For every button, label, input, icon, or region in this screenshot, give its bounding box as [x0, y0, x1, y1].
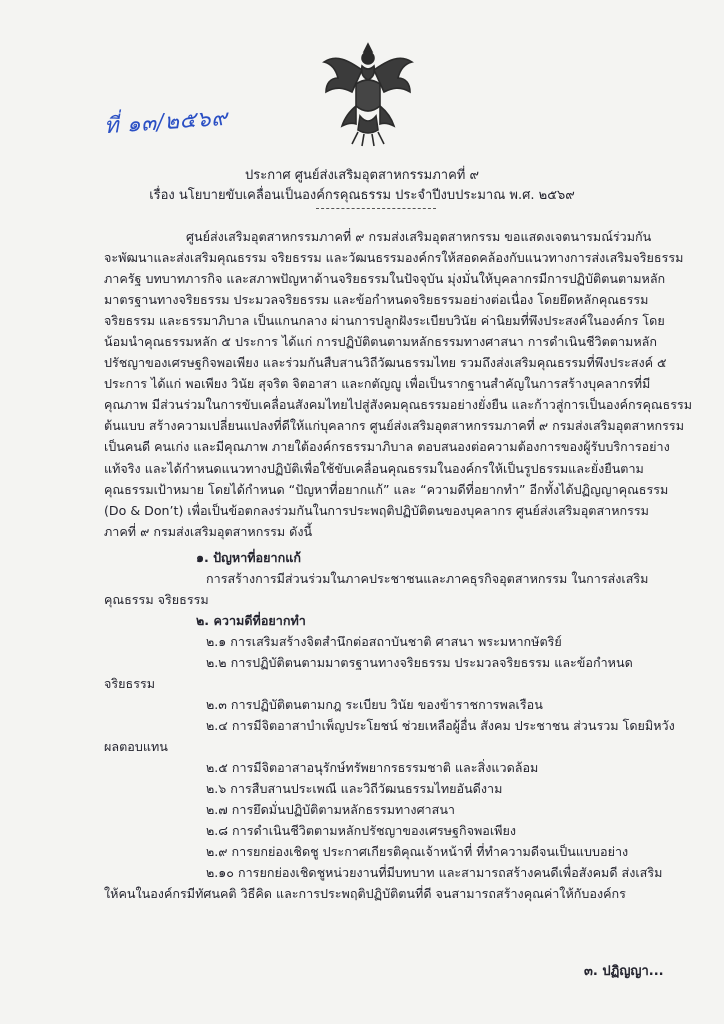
list-item-2-3: ๒.๓ การปฏิบัติตนตามกฎ ระเบียบ วินัย ของข้าราชการพลเรือน [206, 697, 543, 713]
paragraph-line: ปรัชญาของเศรษฐกิจพอเพียง และร่วมกันสืบสานวิถีวัฒนธรรมไทย รวมถึงส่งเสริมคุณธรรมที่พึงประสงค์ ๕ [104, 355, 667, 371]
section-2-heading: ๒. ความดีที่อยากทำ [196, 612, 306, 628]
list-item-2-7: ๒.๗ การยึดมั่นปฏิบัติตามหลักธรรมทางศาสนา [206, 802, 455, 818]
list-item-2-9: ๒.๙ การยกย่องเชิดชู ประกาศเกียรติคุณเจ้าหน้าที่ ที่ทำความดีจนเป็นแบบอย่าง [206, 844, 629, 860]
garuda-emblem-icon [318, 40, 418, 150]
paragraph-line: จะพัฒนาและส่งเสริมคุณธรรม จริยธรรม และวัฒนธรรมองค์กรให้สอดคล้องกับแนวทางการส่งเสริมจริยธรรม [104, 250, 684, 266]
list-item-2-10-continued: ให้คนในองค์กรมีทัศนคติ วิธีคิด และการประพฤติปฏิบัติตนที่ดี จนสามารถสร้างคุณค่าให้กับองค์กร [104, 886, 626, 902]
list-item-2-2-continued: จริยธรรม [104, 675, 156, 691]
list-item-2-6: ๒.๖ การสืบสานประเพณี และวิถีวัฒนธรรมไทยอันดีงาม [206, 781, 503, 797]
header-divider [316, 208, 436, 209]
paragraph-line: คุณภาพ มีส่วนร่วมในการขับเคลื่อนสังคมไทยไปสู่สังคมคุณธรรมอย่างยั่งยืน และก้าวสู่การเป็นองค์กรคุณธรรม [104, 397, 693, 413]
section-1-heading: ๑. ปัญหาที่อยากแก้ [196, 549, 301, 565]
list-item-2-4-continued: ผลตอบแทน [104, 739, 168, 755]
paragraph-line: คุณธรรมเป้าหมาย โดยได้กำหนด “ปัญหาที่อยากแก้” และ “ความดีที่อยากทำ” อีกทั้งได้ปฏิญญาคุณธรรม [104, 481, 669, 497]
next-page-continuation: ๓. ปฏิญญา... [584, 964, 664, 979]
paragraph-line: (Do & Don’t) เพื่อเป็นข้อตกลงร่วมกันในการประพฤติปฏิบัติตนของบุคลากร ศูนย์ส่งเสริมอุตสาหกรรม [104, 502, 649, 518]
paragraph-line: ประการ ได้แก่ พอเพียง วินัย สุจริต จิตอาสา และกตัญญู เพื่อเป็นรากฐานสำคัญในการสร้างบุคลากรที่มี [104, 376, 651, 392]
announcement-header [0, 166, 724, 206]
paragraph-line: มาตรฐานทางจริยธรรม ประมวลจริยธรรม และข้อกำหนดจริยธรรมอย่างต่อเนื่อง โดยยึดหลักคุณธรรม [104, 292, 649, 308]
paragraph-line: ภาคที่ ๙ กรมส่งเสริมอุตสาหกรรม ดังนี้ [104, 523, 313, 539]
paragraph-line: แท้จริง และได้กำหนดแนวทางปฏิบัติเพื่อใช้ขับเคลื่อนคุณธรรมในองค์กรให้เป็นรูปธรรมและยั่งยืนตาม [104, 460, 644, 476]
section-1-text-continued: คุณธรรม จริยธรรม [104, 591, 209, 607]
document-body [104, 226, 693, 905]
paragraph-line: ศูนย์ส่งเสริมอุตสาหกรรมภาคที่ ๙ กรมส่งเสริมอุตสาหกรรม ขอแสดงเจตนารมณ์ร่วมกัน [186, 229, 652, 244]
list-item-2-10: ๒.๑๐ การยกย่องเชิดชูหน่วยงานที่มีบทบาท และสามารถสร้างคนดีเพื่อสังคมดี ส่งเสริม [206, 865, 663, 881]
announcement-title: ประกาศ ศูนย์ส่งเสริมอุตสาหกรรมภาคที่ ๙ [245, 168, 479, 183]
list-item-2-4: ๒.๔ การมีจิตอาสาบำเพ็ญประโยชน์ ช่วยเหลือผู้อื่น สังคม ประชาชน ส่วนรวม โดยมิหวัง [206, 718, 675, 734]
handwritten-document-number: ที่ ๑๓/๒๕๖๙ [103, 105, 229, 140]
paragraph-line: จริยธรรม และธรรมาภิบาล เป็นแกนกลาง ผ่านการปลูกฝังระเบียบวินัย ค่านิยมที่พึงประสงค์ในองค์กร โดย [104, 313, 665, 329]
list-item-2-8: ๒.๘ การดำเนินชีวิตตามหลักปรัชญาของเศรษฐกิจพอเพียง [206, 823, 516, 839]
paragraph-line: ต้นแบบ สร้างความเปลี่ยนแปลงที่ดีให้แก่บุคลากร ศูนย์ส่งเสริมอุตสาหกรรมภาคที่ ๙ กรมส่งเสริมอุตสาหกรรม [104, 418, 684, 434]
paragraph-line: น้อมนำคุณธรรมหลัก ๕ ประการ ได้แก่ การปฏิบัติตนตามหลักธรรมทางศาสนา การดำเนินชีวิตตามหลัก [104, 334, 657, 350]
list-item-2-2: ๒.๒ การปฏิบัติตนตามมาตรฐานทางจริยธรรม ประมวลจริยธรรม และข้อกำหนด [206, 654, 633, 670]
list-item-2-1: ๒.๑ การเสริมสร้างจิตสำนึกต่อสถาบันชาติ ศาสนา พระมหากษัตริย์ [206, 633, 562, 649]
announcement-subject: เรื่อง นโยบายขับเคลื่อนเป็นองค์กรคุณธรรม ประจำปีงบประมาณ พ.ศ. ๒๕๖๙ [149, 188, 575, 203]
list-item-2-5: ๒.๕ การมีจิตอาสาอนุรักษ์ทรัพยากรธรรมชาติ และสิ่งแวดล้อม [206, 760, 539, 776]
section-1-text: การสร้างการมีส่วนร่วมในภาคประชาชนและภาคธุรกิจอุตสาหกรรม ในการส่งเสริม [206, 570, 649, 586]
paragraph-line: ภาครัฐ บทบาทภารกิจ และสภาพปัญหาด้านจริยธรรมในปัจจุบัน มุ่งมั่นให้บุคลากรมีการปฏิบัติตนตามหลัก [104, 271, 666, 287]
paragraph-line: เป็นคนดี คนเก่ง และมีคุณภาพ ภายใต้องค์กรธรรมาภิบาล ตอบสนองต่อความต้องการของผู้รับบริการอย่าง [104, 439, 670, 455]
